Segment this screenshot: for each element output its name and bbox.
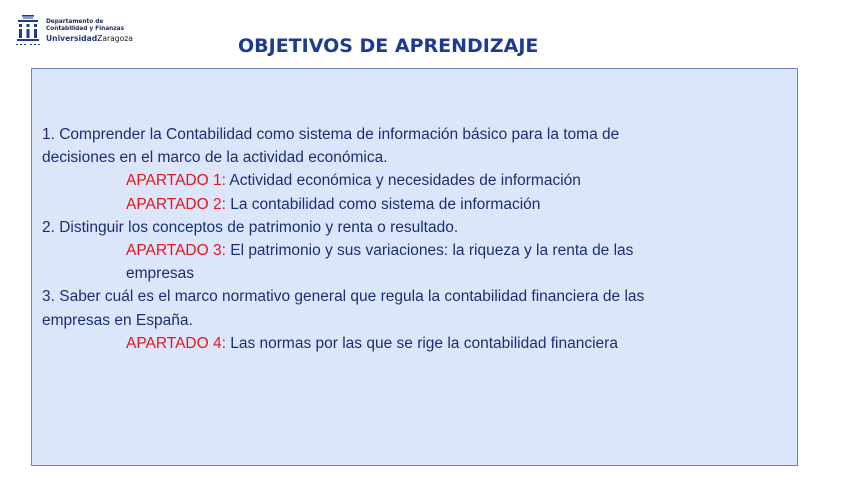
apartado-2 (42, 193, 787, 216)
objectives-panel (31, 68, 798, 466)
objective-2-line-1: 2. Distinguir los conceptos de patrimonio y renta o resultado. (42, 218, 459, 236)
university-name (46, 34, 133, 44)
apartado-4-text: Las normas por las que se rige la contabilidad financiera (225, 334, 618, 352)
university-logo (14, 14, 133, 48)
apartado-2-text: La contabilidad como sistema de información (225, 195, 541, 213)
objectives-list (42, 123, 787, 355)
objective-1-line-2: decisiones en el marco de la actividad económica. (42, 149, 388, 167)
objective-3-line-1: 3. Saber cuál es el marco normativo general que regula la contabilidad financiera de las (42, 288, 645, 306)
university-name-a: Universidad (46, 34, 98, 44)
university-building-icon (14, 14, 42, 48)
apartado-3-continued: empresas (126, 265, 195, 283)
apartado-1 (42, 169, 787, 192)
logo-text (46, 14, 133, 44)
department-line-2: Contabilidad y Finanzas (46, 25, 125, 32)
apartado-3-label: APARTADO 3: (126, 242, 226, 260)
apartado-1-text: Actividad económica y necesidades de información (225, 172, 581, 190)
university-name-b: Zaragoza (97, 34, 133, 44)
apartado-3-text: El patrimonio y sus variaciones: la riqueza y la renta de las (225, 242, 634, 260)
apartado-4 (42, 332, 787, 355)
objective-3-line-2: empresas en España. (42, 311, 193, 329)
page-title: OBJETIVOS DE APRENDIZAJE (238, 35, 539, 57)
apartado-1-label: APARTADO 1: (126, 172, 226, 190)
objective-1-line-1: 1. Comprender la Contabilidad como sistema de información básico para la toma de (42, 126, 620, 143)
apartado-3 (42, 239, 787, 262)
apartado-2-label: APARTADO 2: (126, 195, 226, 213)
department-line-1: Departamento de (46, 19, 104, 25)
apartado-4-label: APARTADO 4: (126, 334, 226, 352)
